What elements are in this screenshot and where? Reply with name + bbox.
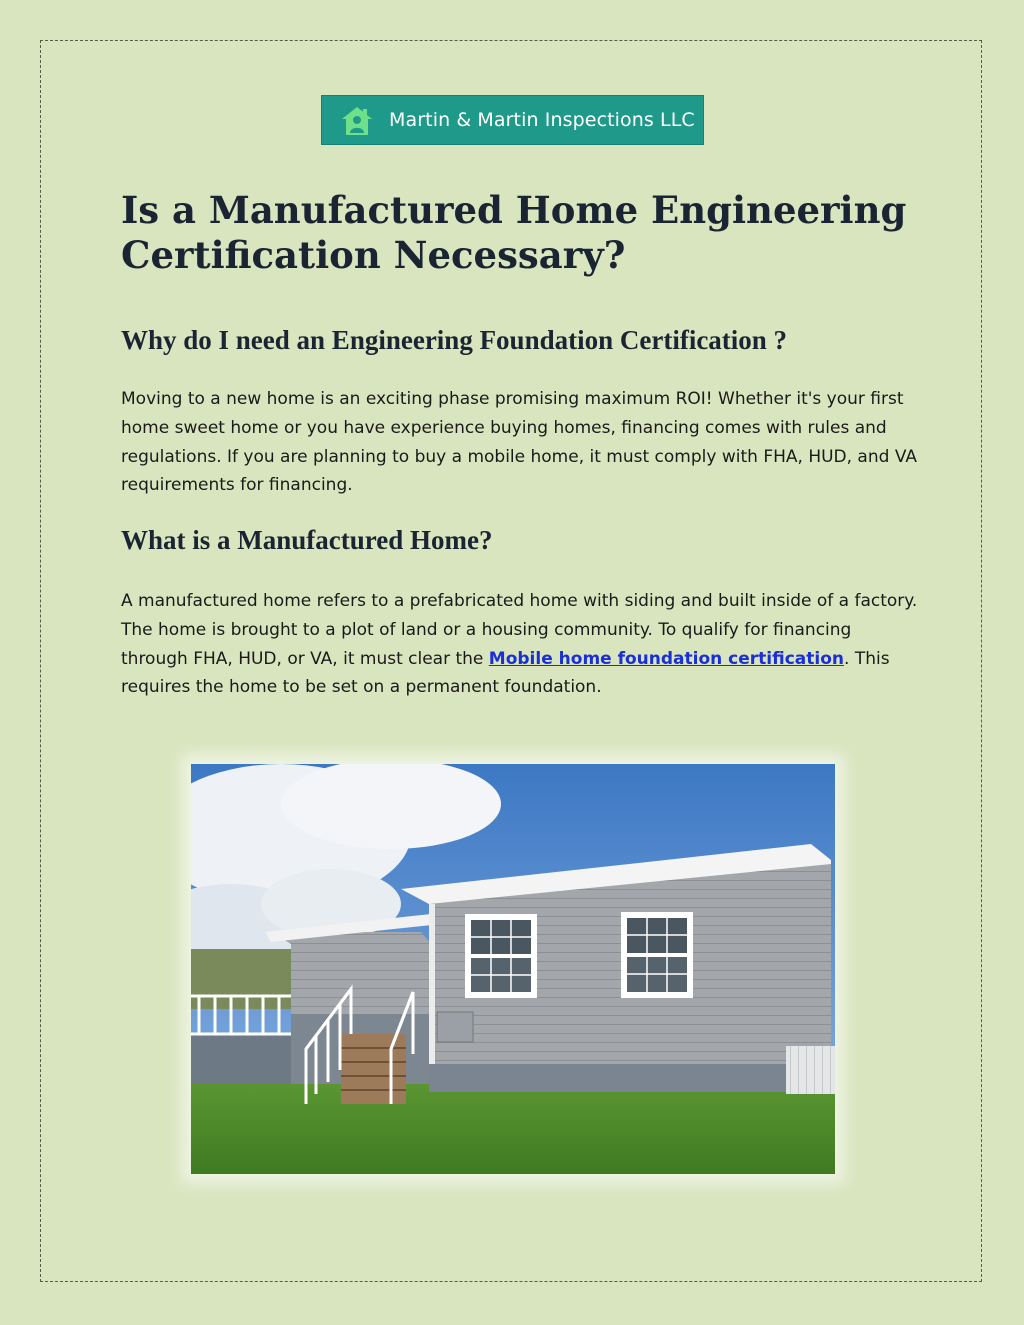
- manufactured-home-image: [191, 764, 835, 1174]
- paragraph-text-start: A manufactured home refers to a prefabricated home with siding and built inside of a factory. The home is brought to a plot of land or a housing community. To qualify for financing through FHA, HUD, or VA, it must clear the: [121, 591, 918, 669]
- foundation-certification-link[interactable]: Mobile home foundation certification: [488, 648, 845, 669]
- paragraph-manufactured-home: [121, 587, 921, 702]
- house-person-icon: [340, 105, 374, 137]
- section-heading-what: What is a Manufactured Home?: [121, 525, 493, 555]
- company-logo[interactable]: [321, 95, 704, 145]
- section-heading-why: Why do I need an Engineering Foundation Certification ?: [121, 325, 788, 355]
- paragraph-text-end: . This requires the home to be set on a permanent foundation.: [121, 648, 890, 698]
- paragraph-intro: Moving to a new home is an exciting phase promising maximum ROI! Whether it's your first home sweet home or you have experience buying homes, financing comes with rules and regulations. If you are planning to buy a mobile home, it must comply with FHA, HUD, and VA requirements for financing.: [121, 389, 917, 496]
- house-photo: [191, 764, 835, 1174]
- logo-text: Martin & Martin Inspections LLC: [389, 109, 695, 131]
- page-title: Is a Manufactured Home Engineering Certification Necessary?: [121, 188, 907, 277]
